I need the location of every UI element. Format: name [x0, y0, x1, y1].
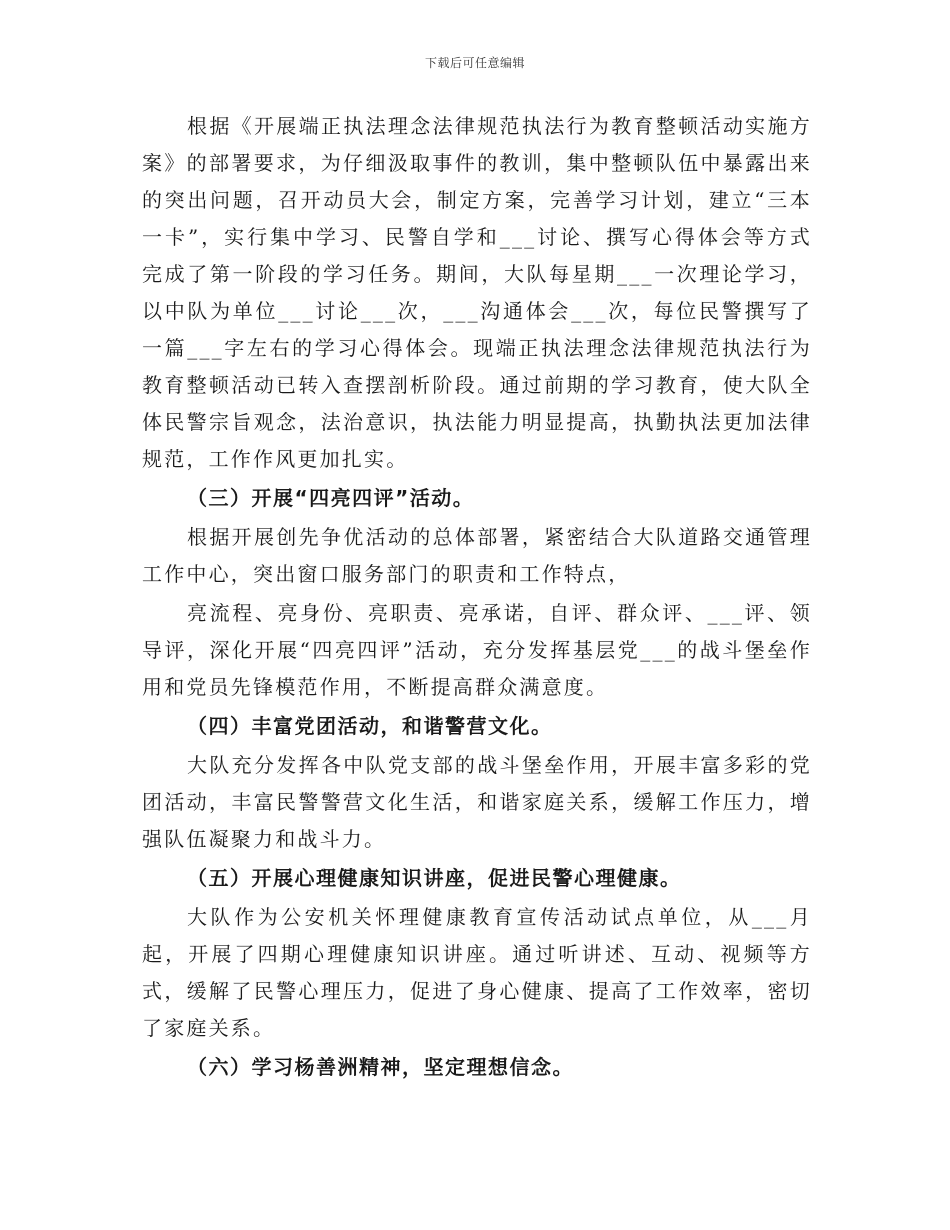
section-heading-5: （五）开展心理健康知识讲座，促进民警心理健康。	[187, 866, 682, 890]
page-header: 下载后可任意编辑	[424, 56, 525, 70]
section-heading-4: （四）丰富党团活动，和谐警营文化。	[187, 714, 553, 738]
paragraph-party-activities: 大队充分发挥各中队党支部的战斗堡垒作用，开展丰富多彩的党团活动，丰富民警警营文化生活，和谐家庭关系，缓解工作压力，增强队伍凝聚力和战斗力。	[142, 753, 812, 851]
paragraph-four-bright-intro: 根据开展创先争优活动的总体部署，紧密结合大队道路交通管理工作中心，突出窗口服务部门的职责和工作特点，	[142, 525, 812, 586]
paragraph-four-bright-detail: 亮流程、亮身份、亮职责、亮承诺，自评、群众评、___评、领导评，深化开展“四亮四评”活动，充分发挥基层党___的战斗堡垒作用和党员先锋模范作用，不断提高群众满意度。	[142, 601, 812, 699]
section-heading-6: （六）学习杨善洲精神，坚定理想信念。	[187, 1055, 574, 1079]
section-heading-3: （三）开展“四亮四评”活动。	[187, 486, 475, 510]
paragraph-mental-health: 大队作为公安机关怀理健康教育宣传活动试点单位，从___月起，开展了四期心理健康知识讲座。通过听讲述、互动、视频等方式，缓解了民警心理压力，促进了身心健康、提高了工作效率，密切了家庭关系。	[142, 905, 812, 1040]
document-body	[142, 108, 812, 1088]
paragraph-study-task: 根据《开展端正执法理念法律规范执法行为教育整顿活动实施方案》的部署要求，为仔细汲取事件的教训，集中整顿队伍中暴露出来的突出问题，召开动员大会，制定方案，完善学习计划，建立“三本一卡”，实行集中学习、民警自学和___讨论、撰写心得体会等方式完成了第一阶段的学习任务。期间，大队每星期___一次理论学习，以中队为单位___讨论___次，___沟通体会___次，每位民警撰写了一篇___字左右的学习心得体会。现端正执法理念法律规范执法行为教育整顿活动已转入查摆剖析阶段。通过前期的学习教育，使大队全体民警宗旨观念，法治意识，执法能力明显提高，执勤执法更加法律规范，工作作风更加扎实。	[142, 114, 812, 471]
